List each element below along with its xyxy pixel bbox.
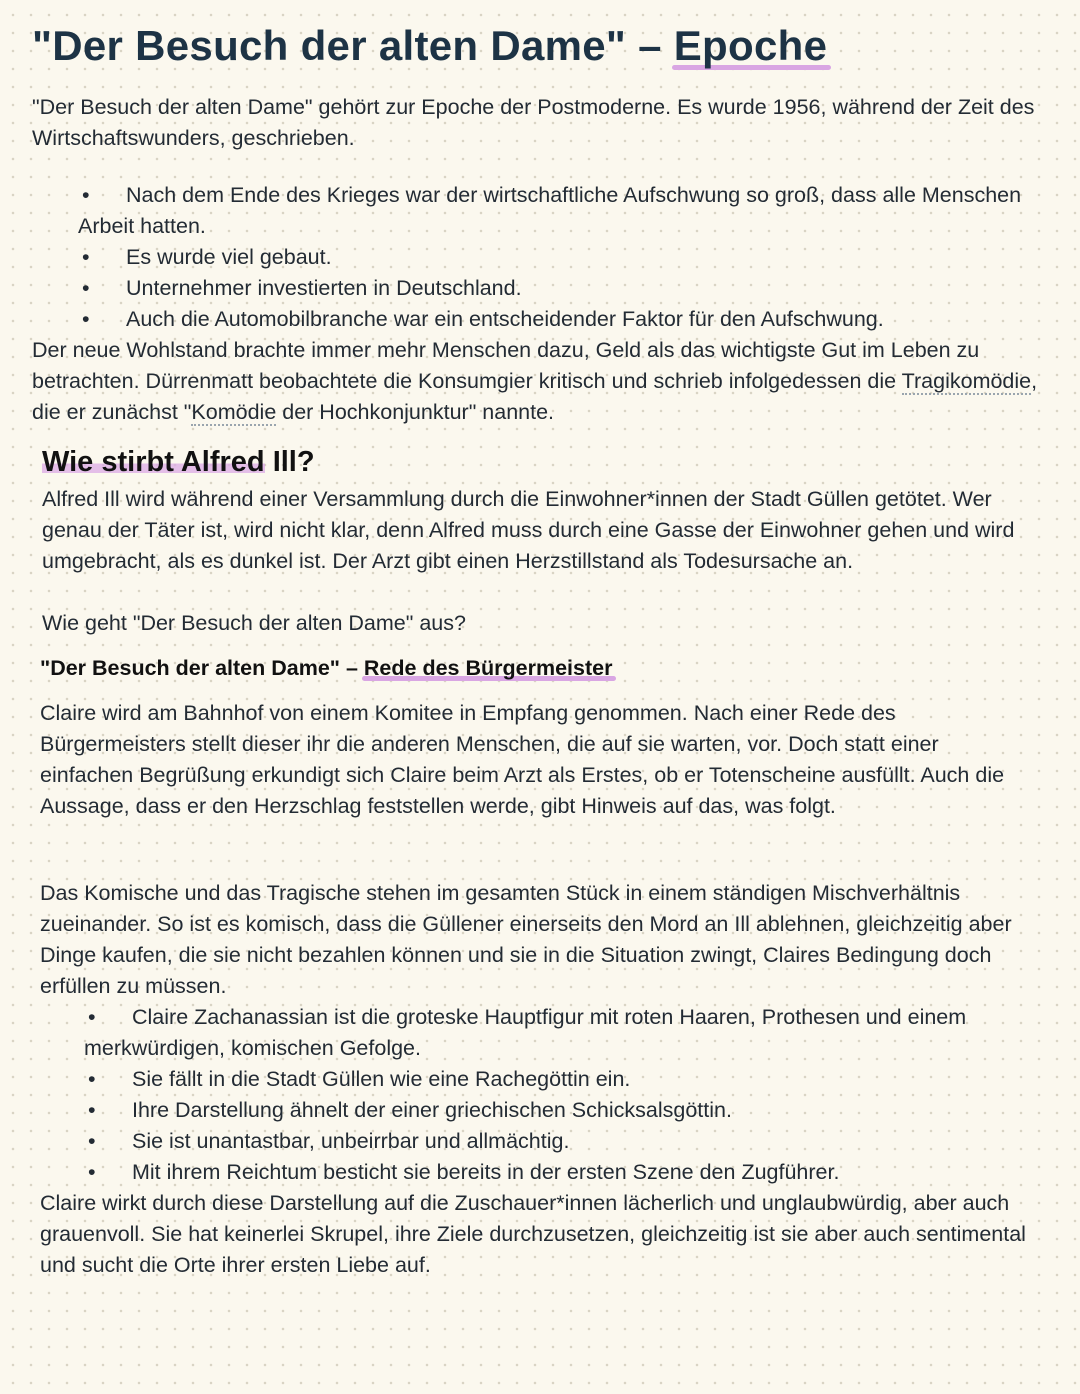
section-heading-alfred: Wie stirbt Alfred Ill? [42,446,315,478]
section-heading-rede: "Der Besuch der alten Dame" – Rede des Bürgermeister [40,656,613,680]
page-title-main: "Der Besuch der alten Dame" – [32,22,674,69]
bullet-list-economy [78,180,1038,335]
link-komoedie[interactable]: Komödie [191,400,277,424]
list-item: • Sie ist unantastbar, unbeirrbar und allmächtig. [84,1126,1024,1157]
page-title-highlight: Epoche [673,22,828,69]
page-title [32,22,827,70]
list-item: • Auch die Automobilbranche war ein entscheidender Faktor für den Aufschwung. [78,304,1038,335]
list-item: • Nach dem Ende des Krieges war der wirtschaftliche Aufschwung so groß, dass alle Menschen Arbeit hatten. [78,180,1038,242]
list-item: • Sie fällt in die Stadt Güllen wie eine Rachegöttin ein. [84,1064,1024,1095]
claire-wirkung-paragraph: Claire wirkt durch diese Darstellung auf die Zuschauer*innen lächerlich und unglaubwürdig, aber auch grauenvoll. Sie hat keinerlei Skrupel, ihre Ziele durchzusetzen, gleichzeitig ist sie aber auch sentimental und sucht die Orte ihrer ersten Liebe auf. [40,1191,1026,1277]
section-heading-rede-highlight: Rede des Bürgermeister [363,656,613,680]
bullet-icon: • [88,1098,96,1122]
list-item: • Mit ihrem Reichtum besticht sie bereits in der ersten Szene den Zugführer. [84,1157,1024,1188]
bullet-icon: • [82,183,90,207]
list-item: • Unternehmer investierten in Deutschland. [78,273,1038,304]
bullet-list-claire [84,1002,1024,1188]
bullet-icon: • [82,276,90,300]
list-item: • Ihre Darstellung ähnelt der einer griechischen Schicksalsgöttin. [84,1095,1024,1126]
bullet-icon: • [88,1129,96,1153]
bullet-icon: • [88,1005,96,1029]
list-item: • Claire Zachanassian ist die groteske Hauptfigur mit roten Haaren, Prothesen und einem merkwürdigen, komischen Gefolge. [84,1002,1024,1064]
komisch-tragisch-paragraph: Das Komische und das Tragische stehen im gesamten Stück in einem ständigen Mischverhältnis zueinander. So ist es komisch, dass die Güllener einerseits den Mord an Ill ablehnen, gleichzeitig aber Dinge kaufen, die sie nicht bezahlen können und sie in die Situation zwingt, Claires Bedingung doch erfüllen zu müssen. [40,881,1012,998]
alfred-paragraph: Alfred Ill wird während einer Versammlung durch die Einwohner*innen der Stadt Güllen getötet. Wer genau der Täter ist, wird nicht klar, denn Alfred muss durch eine Gasse der Einwohner gehen und wird umgebracht, als es dunkel ist. Der Arzt gibt einen Herzstillstand als Todesursache an. [42,487,1015,573]
link-tragikomoedie[interactable]: Tragikomödie [901,369,1032,393]
bullet-icon: • [82,307,90,331]
bullet-icon: • [88,1160,96,1184]
wohlstand-paragraph: Der neue Wohlstand brachte immer mehr Menschen dazu, Geld als das wichtigste Gut im Leben zu betrachten. Dürrenmatt beobachtete die Konsumgier kritisch und schrieb infolgedessen die Tragikomödie, die er zunächst "Komödie der Hochkonjunktur" nannte. [32,338,1038,424]
list-item: • Es wurde viel gebaut. [78,242,1038,273]
intro-paragraph: "Der Besuch der alten Dame" gehört zur Epoche der Postmoderne. Es wurde 1956, während der Zeit des Wirtschaftswunders, geschrieben. [32,95,1035,150]
claire-empfang-paragraph: Claire wird am Bahnhof von einem Komitee in Empfang genommen. Nach einer Rede des Bürgermeisters stellt dieser ihr die anderen Menschen, die auf sie warten, vor. Doch statt einer einfachen Begrüßung erkundigt sich Claire beim Arzt als Erstes, ob er Totenscheine ausfüllt. Auch die Aussage, dass er den Herzschlag feststellen werde, gibt Hinweis auf das, was folgt. [40,701,1005,818]
ending-question: Wie geht "Der Besuch der alten Dame" aus? [42,611,466,635]
bullet-icon: • [88,1067,96,1091]
section-heading-alfred-highlight: Wie stirbt Alfred [42,446,265,478]
bullet-icon: • [82,245,90,269]
